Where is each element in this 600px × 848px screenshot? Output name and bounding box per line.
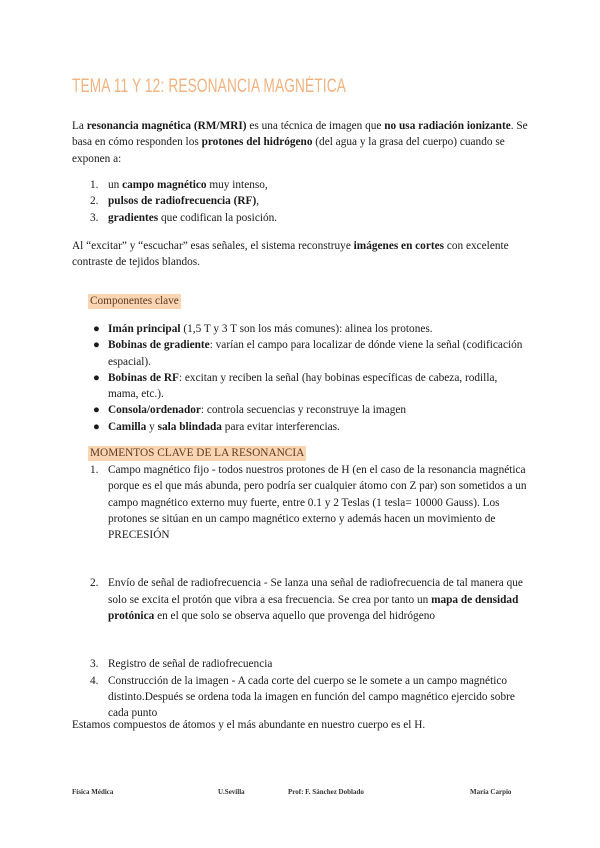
list-item: 3. gradientes que codifican la posición.	[90, 211, 278, 224]
footer-professor: Prof: F. Sánchez Doblado	[288, 788, 364, 796]
closing-paragraph: Estamos compuestos de átomos y el más abundante en nuestro cuerpo es el H.	[72, 719, 426, 731]
page-title: TEMA 11 Y 12: RESONANCIA MAGNÉTICA	[72, 76, 347, 97]
intro-paragraph: La resonancia magnética (RM/MRI) es una técnica de imagen que no usa radiación ionizante. Se basa en cómo responden los protones del hidrógeno (del agua y la grasa del cuerpo) cuando se exponen a:	[72, 120, 528, 165]
footer-author: María Carpio	[470, 788, 512, 796]
list-item: 4. Construcción de la imagen - A cada corte del cuerpo se le somete a un campo magnético distinto.Después se ordena toda la imagen en función del campo magnético ejercido sobre cada punto	[90, 674, 515, 720]
footer-university: U.Sevilla	[218, 788, 245, 796]
footer-subject: Física Médica	[72, 788, 114, 796]
moments-list	[90, 462, 530, 722]
components-list	[90, 321, 530, 435]
list-item: ● Imán principal (1,5 T y 3 T son los más comunes): alinea los protones.	[93, 323, 433, 335]
list-item: 2. pulsos de radiofrecuencia (RF),	[90, 195, 260, 208]
list-item: 1. Campo magnético fijo - todos nuestros protones de H (en el caso de la resonancia magnética porque es el que más abunda, pero podría ser cualquier átomo con Z par) son sometidos a un campo magnético externo muy fuerte, entre 0.1 y 2 Teslas (1 tesla= 10000 Gauss). Los protones se sitúan en un campo magnético externo y además hacen un movimiento de PRECESIÓN	[90, 464, 527, 542]
list-item: ● Bobinas de RF: excitan y reciben la señal (hay bobinas específicas de cabeza, rodilla, mama, etc.).	[93, 371, 498, 401]
list-item: ● Consola/ordenador: controla secuencias y reconstruye la imagen	[93, 404, 407, 417]
list-item: 3. Registro de señal de radiofrecuencia	[90, 658, 273, 671]
list-item: 1. un campo magnético muy intenso,	[90, 179, 268, 191]
list-item: ● Bobinas de gradiente: varían el campo para localizar de dónde viene la señal (codificación espacial).	[93, 339, 523, 368]
components-heading: Componentes clave	[90, 295, 179, 307]
list-item: ● Camilla y sala blindada para evitar interferencias.	[93, 420, 340, 433]
moments-heading: MOMENTOS CLAVE DE LA RESONANCIA	[90, 447, 305, 459]
list-item: 2. Envío de señal de radiofrecuencia - Se lanza una señal de radiofrecuencia de tal manera que solo se excita el protón que vibra a esa frecuencia. Se crea por tanto un mapa de densidad protónica en el que solo se observa aquello que provenga del hidrógeno	[90, 577, 523, 623]
exposure-list	[90, 177, 530, 226]
page-footer	[72, 788, 530, 800]
excitar-paragraph: Al “excitar” y “escuchar” esas señales, el sistema reconstruye imágenes en cortes con excelente contraste de tejidos blandos.	[72, 240, 509, 269]
